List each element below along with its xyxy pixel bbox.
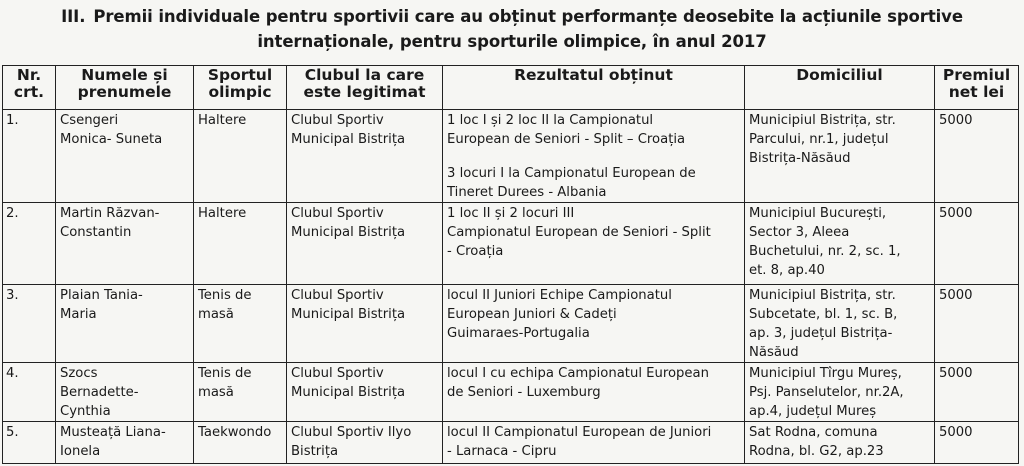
prize-value: 5000 [939, 206, 973, 221]
sport-line: masă [198, 307, 234, 322]
row-number: 1. [6, 113, 19, 128]
table-row [3, 422, 1019, 464]
address-line: Sector 3, Aleea [749, 225, 850, 240]
row-number-cell [3, 203, 56, 285]
address-line: Sat Rodna, comuna [749, 425, 878, 440]
section-title [0, 4, 1024, 54]
club-cell [287, 363, 443, 422]
address-line: Parcului, nr.1, județul [749, 132, 889, 147]
result-line: European Juniori & Cadeți [447, 307, 617, 322]
result-line: Guimaraes-Portugalia [447, 326, 590, 341]
athlete-name-line: Constantin [60, 225, 132, 240]
header-result [443, 66, 745, 110]
athlete-name-line: Musteață Liana- [60, 425, 166, 440]
prize-value: 5000 [939, 366, 973, 381]
sport-cell [194, 110, 287, 203]
header-label-line: crt. [13, 83, 45, 101]
address-line: ap. 3, județul Bistrița- [749, 326, 893, 341]
table-row [3, 110, 1019, 203]
awards-table [2, 65, 1019, 464]
athlete-name-line: Plaian Tania- [60, 288, 143, 303]
header-label-line: este legitimat [303, 83, 426, 101]
header-label-line: olimpic [208, 83, 272, 101]
result-line: Tineret Durees - Albania [447, 185, 607, 200]
club-line: Clubul Sportiv Ilyo [291, 425, 412, 440]
header-label-line: Clubul la care [304, 66, 425, 84]
address-cell [745, 363, 935, 422]
prize-cell [935, 203, 1019, 285]
title-line-1 [0, 4, 1024, 29]
club-line: Municipal Bistrița [291, 385, 406, 400]
sport-line: Haltere [198, 206, 247, 221]
prize-value: 5000 [939, 288, 973, 303]
athlete-name-cell [56, 422, 194, 464]
athlete-name-cell [56, 363, 194, 422]
header-address [745, 66, 935, 110]
sport-cell [194, 285, 287, 363]
athlete-name-line: Martin Răzvan- [60, 206, 160, 221]
club-cell [287, 110, 443, 203]
athlete-name-cell [56, 203, 194, 285]
result-line: locul II Campionatul European de Juniori [447, 425, 712, 440]
result-line: - Larnaca - Cipru [447, 444, 557, 459]
result-cell [443, 422, 745, 464]
header-label-line: net lei [948, 83, 1005, 101]
athlete-name-line: Ionela [60, 444, 101, 459]
prize-cell [935, 363, 1019, 422]
address-line: Municipiul Bistrița, str. [749, 288, 896, 303]
athlete-name-cell [56, 285, 194, 363]
address-cell [745, 110, 935, 203]
club-cell [287, 422, 443, 464]
athlete-name-line: Csengeri [60, 113, 119, 128]
result-line: Campionatul European de Seniori - Split [447, 225, 711, 240]
prize-cell [935, 110, 1019, 203]
club-line: Clubul Sportiv [291, 366, 384, 381]
address-line: Municipiul Bistrița, str. [749, 113, 896, 128]
result-line: 1 loc II și 2 locuri III [447, 206, 575, 221]
header-label-line: Premiul [942, 66, 1011, 84]
section-number: III. [61, 7, 86, 26]
row-number-cell [3, 110, 56, 203]
address-line: ap.4, județul Mureș [749, 404, 877, 419]
header-label-line: Rezultatul obținut [514, 66, 673, 84]
athlete-name-cell [56, 110, 194, 203]
result-spacer [447, 149, 740, 164]
sport-line: Taekwondo [198, 425, 272, 440]
club-line: Clubul Sportiv [291, 206, 384, 221]
prize-value: 5000 [939, 425, 973, 440]
result-cell [443, 203, 745, 285]
result-line: European de Seniori - Split – Croația [447, 132, 686, 147]
table-body [3, 110, 1019, 464]
club-line: Clubul Sportiv [291, 288, 384, 303]
athlete-name-line: Maria [60, 307, 97, 322]
address-line: Psj. Panselutelor, nr.2A, [749, 385, 904, 400]
club-line: Municipal Bistrița [291, 132, 406, 147]
header-label-line: Domiciliul [796, 66, 883, 84]
address-line: Municipiul Tîrgu Mureș, [749, 366, 902, 381]
header-label-line: Numele și [81, 66, 168, 84]
address-line: Năsăud [749, 345, 799, 360]
row-number: 2. [6, 206, 19, 221]
address-cell [745, 203, 935, 285]
athlete-name-line: Bernadette- [60, 385, 139, 400]
athlete-name-line: Monica- Suneta [60, 132, 163, 147]
title-line-2: internaționale, pentru sporturile olimpice, în anul 2017 [257, 32, 767, 51]
result-cell [443, 285, 745, 363]
club-line: Bistrița [291, 444, 339, 459]
address-cell [745, 422, 935, 464]
athlete-name-line: Cynthia [60, 404, 111, 419]
prize-value: 5000 [939, 113, 973, 128]
row-number: 5. [6, 425, 19, 440]
address-cell [745, 285, 935, 363]
row-number: 3. [6, 288, 19, 303]
club-cell [287, 285, 443, 363]
result-cell [443, 110, 745, 203]
header-label-line: Sportul [207, 66, 273, 84]
prize-cell [935, 285, 1019, 363]
sport-cell [194, 422, 287, 464]
header-label-line: prenumele [77, 83, 172, 101]
result-line: 3 locuri I la Campionatul European de [447, 166, 696, 181]
address-line: Rodna, bl. G2, ap.23 [749, 444, 884, 459]
row-number-cell [3, 422, 56, 464]
address-line: Municipiul București, [749, 206, 887, 221]
row-number-cell [3, 285, 56, 363]
header-label-line: Nr. [16, 66, 42, 84]
sport-line: Tenis de [198, 366, 252, 381]
result-line: - Croația [447, 244, 504, 259]
address-line: Subcetate, bl. 1, sc. B, [749, 307, 898, 322]
header-prize [935, 66, 1019, 110]
sport-cell [194, 203, 287, 285]
result-line: locul II Juniori Echipe Campionatul [447, 288, 672, 303]
table-row [3, 285, 1019, 363]
header-sport [194, 66, 287, 110]
header-nr [3, 66, 56, 110]
result-line: locul I cu echipa Campionatul European [447, 366, 709, 381]
sport-cell [194, 363, 287, 422]
athlete-name-line: Szocs [60, 366, 98, 381]
row-number: 4. [6, 366, 19, 381]
sport-line: masă [198, 385, 234, 400]
club-line: Clubul Sportiv [291, 113, 384, 128]
table-row [3, 203, 1019, 285]
club-line: Municipal Bistrița [291, 307, 406, 322]
address-line: Bistrița-Năsăud [749, 151, 851, 166]
result-line: 1 loc I și 2 loc II la Campionatul [447, 113, 654, 128]
sport-line: Haltere [198, 113, 247, 128]
table-header-row [3, 66, 1019, 110]
header-name [56, 66, 194, 110]
result-line: de Seniori - Luxemburg [447, 385, 601, 400]
result-cell [443, 363, 745, 422]
club-line: Municipal Bistrița [291, 225, 406, 240]
club-cell [287, 203, 443, 285]
header-club [287, 66, 443, 110]
sport-line: Tenis de [198, 288, 252, 303]
table-row [3, 363, 1019, 422]
row-number-cell [3, 363, 56, 422]
prize-cell [935, 422, 1019, 464]
title-text-1: Premii individuale pentru sportivii care au obținut performanțe deosebite la acțiunile sportive [93, 7, 963, 26]
address-line: et. 8, ap.40 [749, 263, 825, 278]
address-line: Buchetului, nr. 2, sc. 1, [749, 244, 901, 259]
